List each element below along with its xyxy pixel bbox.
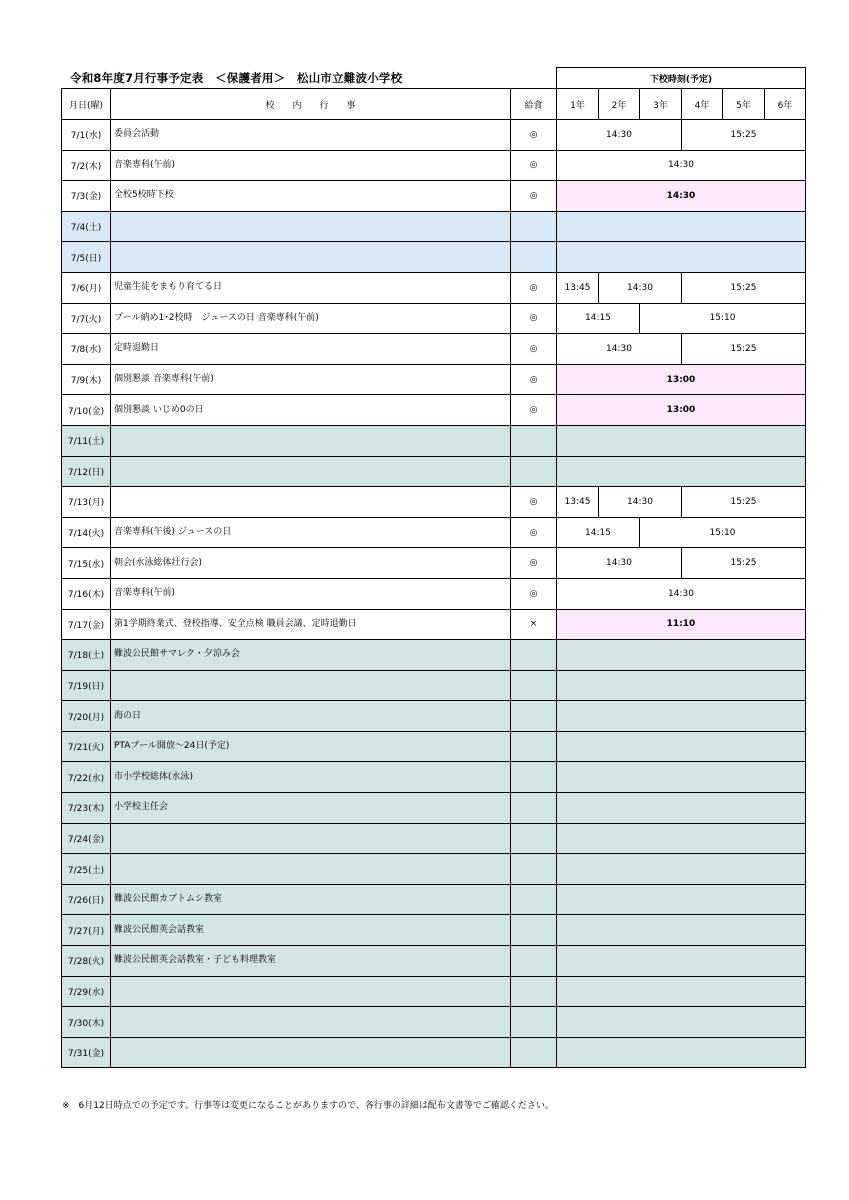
event-cell	[111, 854, 511, 885]
date-cell: 7/29(水)	[62, 976, 111, 1007]
dismissal-time-cell: 14:30	[557, 548, 682, 579]
dismissal-time-cell	[557, 915, 806, 946]
meal-cell: ◎	[511, 364, 557, 395]
date-cell: 7/4(土)	[62, 211, 111, 242]
dismissal-header-row	[62, 68, 806, 89]
date-cell: 7/19(日)	[62, 670, 111, 701]
grade-5-header: 5年	[723, 89, 765, 120]
event-cell	[111, 823, 511, 854]
event-cell: 児童生徒をまもり育てる日	[111, 272, 511, 303]
meal-cell	[511, 1037, 557, 1068]
event-cell: 音楽専科(午後) ジュースの日	[111, 517, 511, 548]
date-cell: 7/2(木)	[62, 150, 111, 181]
schedule-row	[62, 884, 806, 915]
dismissal-time-cell	[557, 425, 806, 456]
dismissal-time-cell: 15:25	[682, 120, 806, 151]
meal-cell: ◎	[511, 120, 557, 151]
grade-4-header: 4年	[682, 89, 723, 120]
date-cell: 7/20(月)	[62, 701, 111, 732]
dismissal-time-cell: 14:15	[557, 303, 640, 334]
dismissal-time-cell: 15:10	[640, 303, 806, 334]
date-cell: 7/16(木)	[62, 578, 111, 609]
meal-cell: ◎	[511, 578, 557, 609]
date-cell: 7/25(土)	[62, 854, 111, 885]
event-cell	[111, 670, 511, 701]
dismissal-time-cell: 13:00	[557, 395, 806, 426]
footer-note: ※ 6月12日時点での予定です。行事等は変更になることがありますので、各行事の詳細は配布文書等でご確認ください。	[62, 1101, 554, 1111]
meal-cell	[511, 946, 557, 977]
meal-cell	[511, 211, 557, 242]
schedule-row	[62, 456, 806, 487]
dismissal-time-cell	[557, 731, 806, 762]
dismissal-time-cell: 14:15	[557, 517, 640, 548]
date-cell: 7/13(月)	[62, 487, 111, 518]
event-cell: 定時退勤日	[111, 334, 511, 365]
meal-column-header: 給食	[511, 89, 557, 120]
event-cell: 難波公民館英会話教室	[111, 915, 511, 946]
dismissal-time-cell: 15:25	[682, 334, 806, 365]
event-cell	[111, 425, 511, 456]
date-cell: 7/30(木)	[62, 1007, 111, 1038]
dismissal-time-cell: 14:30	[599, 487, 682, 518]
schedule-row	[62, 1037, 806, 1068]
schedule-row	[62, 272, 806, 303]
grade-3-header: 3年	[640, 89, 682, 120]
meal-cell	[511, 640, 557, 671]
schedule-row	[62, 181, 806, 212]
dismissal-time-cell	[557, 1007, 806, 1038]
meal-cell: ◎	[511, 181, 557, 212]
dismissal-time-cell	[557, 640, 806, 671]
schedule-row	[62, 517, 806, 548]
date-cell: 7/9(木)	[62, 364, 111, 395]
dismissal-time-cell: 13:45	[557, 272, 599, 303]
event-cell: 朝会(水泳総体壮行会)	[111, 548, 511, 579]
event-cell: 難波公民館カブトムシ教室	[111, 884, 511, 915]
event-cell: 第1学期終業式、登校指導、安全点検 職員会議、定時退勤日	[111, 609, 511, 640]
date-cell: 7/22(水)	[62, 762, 111, 793]
event-cell: 全校5校時下校	[111, 181, 511, 212]
schedule-row	[62, 578, 806, 609]
schedule-row	[62, 823, 806, 854]
dismissal-time-cell: 11:10	[557, 609, 806, 640]
event-cell	[111, 211, 511, 242]
meal-cell: ×	[511, 609, 557, 640]
dismissal-time-cell: 14:30	[557, 181, 806, 212]
schedule-row	[62, 120, 806, 151]
column-header-row	[62, 89, 806, 120]
date-cell: 7/12(日)	[62, 456, 111, 487]
events-column-header: 校 内 行 事	[111, 89, 511, 120]
schedule-row	[62, 425, 806, 456]
date-cell: 7/11(土)	[62, 425, 111, 456]
schedule-row	[62, 242, 806, 273]
schedule-table	[61, 67, 806, 1068]
dismissal-time-cell: 14:30	[557, 334, 682, 365]
meal-cell: ◎	[511, 395, 557, 426]
date-cell: 7/7(火)	[62, 303, 111, 334]
dismissal-time-cell: 13:00	[557, 364, 806, 395]
meal-cell	[511, 854, 557, 885]
meal-cell	[511, 456, 557, 487]
event-cell: PTAプール開放～24日(予定)	[111, 731, 511, 762]
schedule-row	[62, 762, 806, 793]
meal-cell	[511, 915, 557, 946]
dismissal-time-cell: 14:30	[557, 120, 682, 151]
grade-6-header: 6年	[765, 89, 806, 120]
schedule-row	[62, 211, 806, 242]
schedule-row	[62, 915, 806, 946]
meal-cell: ◎	[511, 334, 557, 365]
schedule-row	[62, 793, 806, 824]
date-cell: 7/5(日)	[62, 242, 111, 273]
meal-cell	[511, 425, 557, 456]
event-cell: 個別懇談 いじめ0の日	[111, 395, 511, 426]
dismissal-time-cell	[557, 1037, 806, 1068]
dismissal-time-cell	[557, 670, 806, 701]
meal-cell	[511, 884, 557, 915]
date-cell: 7/15(水)	[62, 548, 111, 579]
grade-1-header: 1年	[557, 89, 599, 120]
meal-cell	[511, 823, 557, 854]
dismissal-time-cell	[557, 456, 806, 487]
event-cell: 音楽専科(午前)	[111, 150, 511, 181]
date-cell: 7/28(火)	[62, 946, 111, 977]
meal-cell: ◎	[511, 548, 557, 579]
meal-cell	[511, 976, 557, 1007]
dismissal-time-cell	[557, 242, 806, 273]
dismissal-time-cell	[557, 793, 806, 824]
event-cell: プール納め1･2校時 ジュースの日 音楽専科(午前)	[111, 303, 511, 334]
title-spacer	[62, 68, 557, 89]
date-column-header: 月日(曜)	[62, 89, 111, 120]
meal-cell: ◎	[511, 303, 557, 334]
schedule-row	[62, 946, 806, 977]
schedule-row	[62, 364, 806, 395]
dismissal-time-cell: 14:30	[599, 272, 682, 303]
meal-cell	[511, 670, 557, 701]
schedule-row	[62, 854, 806, 885]
date-cell: 7/26(日)	[62, 884, 111, 915]
meal-cell	[511, 793, 557, 824]
dismissal-time-cell	[557, 854, 806, 885]
meal-cell	[511, 1007, 557, 1038]
event-cell: 市小学校総体(水泳)	[111, 762, 511, 793]
meal-cell	[511, 242, 557, 273]
dismissal-time-cell: 15:10	[640, 517, 806, 548]
schedule-row	[62, 303, 806, 334]
dismissal-time-cell	[557, 823, 806, 854]
schedule-row	[62, 150, 806, 181]
date-cell: 7/14(火)	[62, 517, 111, 548]
date-cell: 7/31(金)	[62, 1037, 111, 1068]
schedule-row	[62, 640, 806, 671]
date-cell: 7/8(水)	[62, 334, 111, 365]
meal-cell	[511, 762, 557, 793]
schedule-row	[62, 548, 806, 579]
date-cell: 7/17(金)	[62, 609, 111, 640]
event-cell: 難波公民館英会話教室・子ども料理教室	[111, 946, 511, 977]
meal-cell: ◎	[511, 487, 557, 518]
meal-cell: ◎	[511, 517, 557, 548]
date-cell: 7/21(火)	[62, 731, 111, 762]
dismissal-time-cell: 15:25	[682, 487, 806, 518]
meal-cell	[511, 731, 557, 762]
dismissal-time-cell	[557, 701, 806, 732]
meal-cell	[511, 701, 557, 732]
dismissal-time-cell: 15:25	[682, 548, 806, 579]
event-cell	[111, 1037, 511, 1068]
event-cell: 海の日	[111, 701, 511, 732]
schedule-row	[62, 701, 806, 732]
meal-cell: ◎	[511, 272, 557, 303]
schedule-row	[62, 609, 806, 640]
date-cell: 7/6(月)	[62, 272, 111, 303]
date-cell: 7/3(金)	[62, 181, 111, 212]
dismissal-time-header: 下校時刻(予定)	[557, 68, 806, 89]
dismissal-time-cell	[557, 946, 806, 977]
event-cell	[111, 976, 511, 1007]
dismissal-time-cell: 15:25	[682, 272, 806, 303]
event-cell: 委員会活動	[111, 120, 511, 151]
date-cell: 7/27(月)	[62, 915, 111, 946]
schedule-row	[62, 976, 806, 1007]
date-cell: 7/10(金)	[62, 395, 111, 426]
event-cell: 音楽専科(午前)	[111, 578, 511, 609]
date-cell: 7/24(金)	[62, 823, 111, 854]
event-cell	[111, 242, 511, 273]
meal-cell: ◎	[511, 150, 557, 181]
event-cell: 小学校主任会	[111, 793, 511, 824]
event-cell: 難波公民館サマレク・夕涼み会	[111, 640, 511, 671]
event-cell	[111, 487, 511, 518]
schedule-row	[62, 334, 806, 365]
grade-2-header: 2年	[599, 89, 640, 120]
dismissal-time-cell: 14:30	[557, 578, 806, 609]
schedule-row	[62, 731, 806, 762]
dismissal-time-cell	[557, 884, 806, 915]
schedule-row	[62, 1007, 806, 1038]
event-cell: 個別懇談 音楽専科(午前)	[111, 364, 511, 395]
dismissal-time-cell	[557, 976, 806, 1007]
schedule-row	[62, 395, 806, 426]
page-title: 令和8年度7月行事予定表 ＜保護者用＞ 松山市立難波小学校	[70, 71, 403, 85]
dismissal-time-cell	[557, 762, 806, 793]
date-cell: 7/18(土)	[62, 640, 111, 671]
date-cell: 7/1(水)	[62, 120, 111, 151]
schedule-row	[62, 670, 806, 701]
event-cell	[111, 1007, 511, 1038]
event-cell	[111, 456, 511, 487]
dismissal-time-cell: 13:45	[557, 487, 599, 518]
dismissal-time-cell: 14:30	[557, 150, 806, 181]
date-cell: 7/23(木)	[62, 793, 111, 824]
dismissal-time-cell	[557, 211, 806, 242]
schedule-row	[62, 487, 806, 518]
